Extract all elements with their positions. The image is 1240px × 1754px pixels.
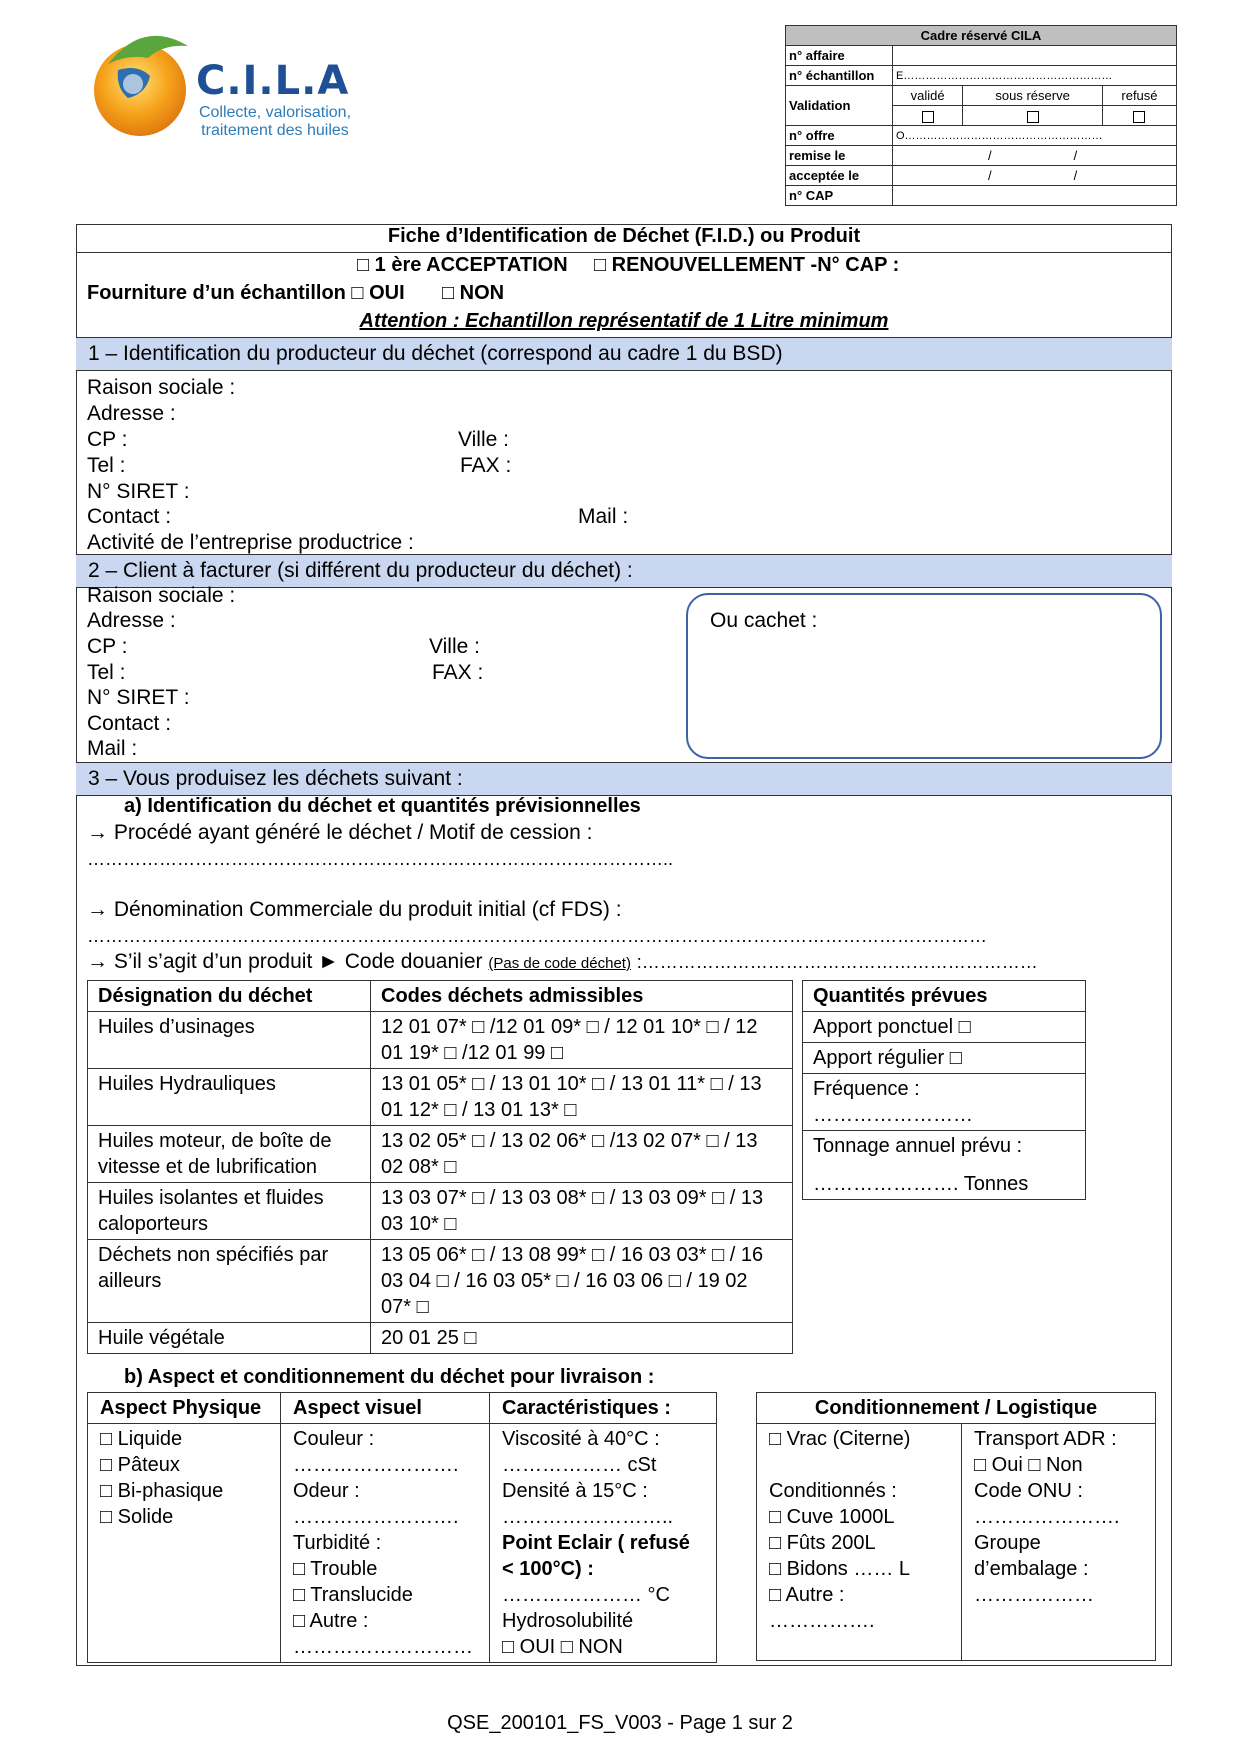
transport-adr-label: Transport ADR : <box>974 1428 1117 1450</box>
code-onu-field[interactable]: …………………. <box>974 1506 1120 1528</box>
fourniture-oui-checkbox[interactable]: Fourniture d’un échantillon □ OUI <box>87 282 405 304</box>
s2-raison-label: Raison sociale : <box>87 584 236 607</box>
groupe-label: Groupe <box>974 1532 1041 1554</box>
form-title: Fiche d’Identification de Déchet (F.I.D.) ou Produit <box>387 225 861 247</box>
s2-contact-label: Contact : <box>87 712 172 735</box>
biphasique-checkbox[interactable]: □ Bi-phasique <box>100 1480 224 1502</box>
waste-codes-table <box>87 980 793 1354</box>
hydrosolubilite-checkboxes[interactable]: □ OUI □ NON <box>502 1636 623 1658</box>
section3a-title: a) Identification du déchet et quantités prévisionnelles <box>124 795 641 817</box>
echantillon-label: n° échantillon <box>786 66 893 86</box>
fourniture-non-checkbox[interactable]: □ NON <box>442 282 505 304</box>
caracteristiques-list <box>490 1424 717 1663</box>
s1-cp-label: CP : <box>87 428 128 451</box>
apport-regulier-checkbox[interactable]: Apport régulier □ <box>803 1043 1086 1074</box>
densite-field[interactable]: …………………….. <box>502 1506 674 1528</box>
s2-mail-label: Mail : <box>87 737 138 760</box>
page-footer: QSE_200101_FS_V003 - Page 1 sur 2 <box>447 1712 793 1734</box>
aspect-table <box>87 1392 717 1663</box>
remise-field[interactable]: / / <box>893 146 1177 166</box>
offre-field[interactable]: O……………………………………………… <box>893 126 1177 146</box>
cuve-checkbox[interactable]: □ Cuve 1000L <box>769 1506 895 1528</box>
adr-checkboxes[interactable]: □ Oui □ Non <box>974 1454 1083 1476</box>
conditionnement-left <box>757 1424 962 1661</box>
refuse-label: refusé <box>1102 86 1176 106</box>
s1-activite-label: Activité de l’entreprise productrice : <box>87 531 414 554</box>
s1-siret-label: N° SIRET : <box>87 480 190 503</box>
code-onu-label: Code ONU : <box>974 1480 1083 1502</box>
procede-label: → Procédé ayant généré le déchet / Motif de cession : <box>87 821 593 844</box>
point-eclair-field[interactable]: ………………… °C <box>502 1584 670 1606</box>
valide-checkbox[interactable] <box>893 106 963 126</box>
apport-ponctuel-checkbox[interactable]: Apport ponctuel □ <box>803 1012 1086 1043</box>
liquide-checkbox[interactable]: □ Liquide <box>100 1428 183 1450</box>
remise-label: remise le <box>786 146 893 166</box>
cachet-box[interactable] <box>686 593 1162 759</box>
cap-field[interactable] <box>893 186 1177 206</box>
denomination-dots[interactable]: …………………………………………………………………………………………………………………………………… <box>87 926 987 946</box>
logo-name: C.I.L.A <box>196 58 350 104</box>
point-eclair-label: Point Eclair ( refusé <box>502 1532 690 1554</box>
s1-raison-label: Raison sociale : <box>87 376 236 399</box>
renouvellement-checkbox[interactable]: □ RENOUVELLEMENT -N° CAP : <box>594 254 900 276</box>
couleur-field[interactable]: ……………………. <box>293 1454 459 1476</box>
cila-reserved-table <box>785 25 1177 206</box>
s1-mail-label: Mail : <box>578 505 629 528</box>
trouble-checkbox[interactable]: □ Trouble <box>293 1558 378 1580</box>
affaire-label: n° affaire <box>786 46 893 66</box>
codes-header-codes: Codes déchets admissibles <box>371 981 793 1012</box>
logo-globe-icon <box>88 24 198 144</box>
table-row: Déchets non spécifiés par ailleurs 13 05 06* □ / 13 08 99* □ / 16 03 03* □ / 16 03 04 □ / 16 03 05* □ / 16 03 06 □ / 19 02 07* □ <box>88 1240 793 1323</box>
echantillon-field[interactable]: E………………………………………………… <box>893 66 1177 86</box>
attention-note: Attention : Echantillon représentatif de 1 Litre minimum <box>359 310 889 332</box>
refuse-checkbox[interactable] <box>1102 106 1176 126</box>
denomination-label: → Dénomination Commerciale du produit initial (cf FDS) : <box>87 898 622 921</box>
first-acceptation-checkbox[interactable]: □ 1 ère ACCEPTATION <box>357 254 568 276</box>
s2-adresse-label: Adresse : <box>87 609 176 632</box>
conditionnes-label: Conditionnés : <box>769 1480 897 1502</box>
affaire-field[interactable] <box>893 46 1177 66</box>
s2-tel-label: Tel : <box>87 661 126 684</box>
conditionnement-header: Conditionnement / Logistique <box>757 1393 1156 1424</box>
odeur-label: Odeur : <box>293 1480 360 1502</box>
autre-cond-checkbox[interactable]: □ Autre : <box>769 1584 845 1606</box>
point-eclair-label-2: < 100°C) : <box>502 1558 594 1580</box>
cap-label: n° CAP <box>786 186 893 206</box>
viscosite-field[interactable]: ……………… cSt <box>502 1454 657 1476</box>
aspect-visuel-list <box>281 1424 490 1663</box>
hydrosolubilite-label: Hydrosolubilité <box>502 1610 634 1632</box>
quantities-table <box>802 980 1086 1200</box>
s1-adresse-label: Adresse : <box>87 402 176 425</box>
conditionnement-table <box>756 1392 1156 1661</box>
bidons-checkbox[interactable]: □ Bidons …… L <box>769 1558 911 1580</box>
pateux-checkbox[interactable]: □ Pâteux <box>100 1454 180 1476</box>
s2-fax-label: FAX : <box>432 661 484 684</box>
validation-label: Validation <box>786 86 893 126</box>
acceptee-field[interactable]: / / <box>893 166 1177 186</box>
section2-header: 2 – Client à facturer (si différent du producteur du déchet) : <box>76 554 1172 588</box>
offre-label: n° offre <box>786 126 893 146</box>
table-row: Huiles d’usinages 12 01 07* □ /12 01 09* □ / 12 01 10* □ / 12 01 19* □ /12 01 99 □ <box>88 1012 793 1069</box>
translucide-checkbox[interactable]: □ Translucide <box>293 1584 413 1606</box>
produit-dots[interactable]: :………………………………………………………… <box>636 952 1038 972</box>
densite-label: Densité à 15°C : <box>502 1480 648 1502</box>
table-row: Huiles isolantes et fluides caloporteurs 13 03 07* □ / 13 03 08* □ / 13 03 09* □ / 13 03 10* □ <box>88 1183 793 1240</box>
aspect-physique-header: Aspect Physique <box>88 1393 281 1424</box>
table-row: Huiles Hydrauliques 13 01 05* □ / 13 01 10* □ / 13 01 11* □ / 13 01 12* □ / 13 01 13* □ <box>88 1069 793 1126</box>
section3b-title: b) Aspect et conditionnement du déchet pour livraison : <box>124 1366 655 1388</box>
tonnage-label: Tonnage annuel prévu : <box>813 1135 1023 1157</box>
produit-label: → S’il s’agit d’un produit ► Code douanier (Pas de code déchet) :………………………………………………………… <box>87 950 1038 973</box>
valide-label: validé <box>893 86 963 106</box>
section3-header: 3 – Vous produisez les déchets suivant : <box>76 762 1172 796</box>
s2-siret-label: N° SIRET : <box>87 686 190 709</box>
groupe-field[interactable]: ……………… <box>974 1584 1094 1606</box>
vrac-checkbox[interactable]: □ Vrac (Citerne) <box>769 1428 911 1450</box>
table-row: Huiles moteur, de boîte de vitesse et de lubrification 13 02 05* □ / 13 02 06* □ /13 02 07* □ / 13 02 08* □ <box>88 1126 793 1183</box>
section1-header: 1 – Identification du producteur du déchet (correspond au cadre 1 du BSD) <box>76 337 1172 371</box>
s1-fax-label: FAX : <box>460 454 512 477</box>
aspect-physique-list <box>88 1424 281 1663</box>
procede-dots[interactable]: …………………………………………………………………………………….. <box>87 849 674 869</box>
futs-checkbox[interactable]: □ Fûts 200L <box>769 1532 876 1554</box>
cachet-label: Ou cachet : <box>710 609 818 632</box>
s2-ville-label: Ville : <box>429 635 480 658</box>
s1-contact-label: Contact : <box>87 505 172 528</box>
couleur-label: Couleur : <box>293 1428 375 1450</box>
aspect-visuel-header: Aspect visuel <box>281 1393 490 1424</box>
tonnes-field[interactable]: …………………. Tonnes <box>813 1173 1029 1195</box>
s1-ville-label: Ville : <box>458 428 509 451</box>
viscosite-label: Viscosité à 40°C : <box>502 1428 660 1450</box>
acceptee-label: acceptée le <box>786 166 893 186</box>
sous-reserve-label: sous réserve <box>963 86 1103 106</box>
groupe-label-2: d’embalage : <box>974 1558 1089 1580</box>
table-row: Huile végétale 20 01 25 □ <box>88 1323 793 1354</box>
logo-tagline-2: traitement des huiles <box>201 122 349 139</box>
frequence-field[interactable]: Fréquence : …………………… <box>803 1074 1086 1131</box>
s1-tel-label: Tel : <box>87 454 126 477</box>
s2-cp-label: CP : <box>87 635 128 658</box>
autre-visuel-checkbox[interactable]: □ Autre : <box>293 1610 369 1632</box>
produit-note: (Pas de code déchet) <box>488 955 631 972</box>
tonnage-cell[interactable] <box>803 1131 1086 1200</box>
solide-checkbox[interactable]: □ Solide <box>100 1506 174 1528</box>
odeur-field[interactable]: ……………………. <box>293 1506 459 1528</box>
logo-tagline-1: Collecte, valorisation, <box>198 104 352 121</box>
codes-header-designation: Désignation du déchet <box>88 981 371 1012</box>
autre-visuel-field[interactable]: ……………………… <box>293 1636 473 1658</box>
caracteristiques-header: Caractéristiques : <box>490 1393 717 1424</box>
conditionnement-right <box>962 1424 1156 1661</box>
logo-tagline <box>190 104 360 140</box>
autre-cond-field[interactable]: ……………. <box>769 1610 875 1632</box>
sous-reserve-checkbox[interactable] <box>963 106 1103 126</box>
cila-box-title: Cadre réservé CILA <box>786 26 1177 46</box>
turbidite-label: Turbidité : <box>293 1532 382 1554</box>
quantities-header: Quantités prévues <box>803 981 1086 1012</box>
